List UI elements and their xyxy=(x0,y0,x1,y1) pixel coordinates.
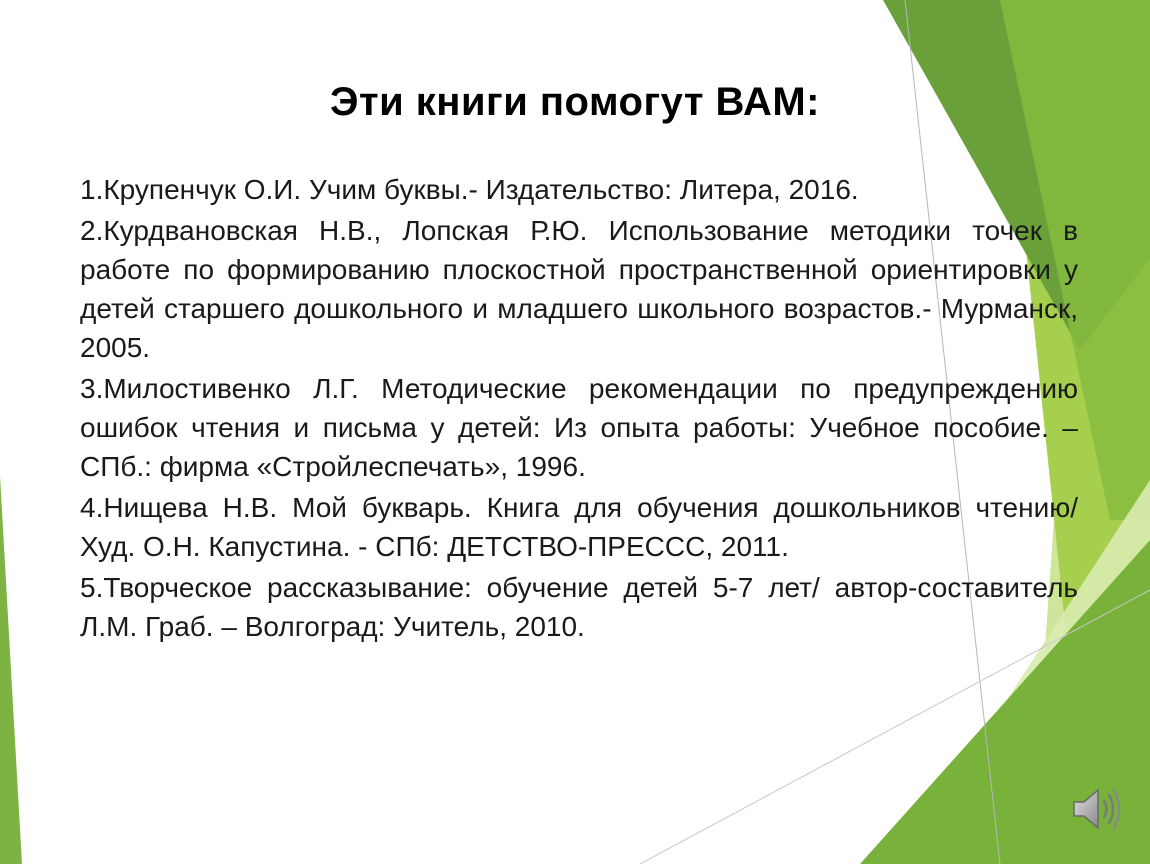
reference-list xyxy=(80,170,1078,648)
reference-item-1: 1.Крупенчук О.И. Учим буквы.- Издательство: Литера, 2016. xyxy=(80,174,859,205)
slide-title: Эти книги помогут ВАМ: xyxy=(330,80,820,124)
reference-item-3: 3.Милостивенко Л.Г. Методические рекомендации по предупреждению ошибок чтения и письма у детей: Из опыта работы: Учебное пособие. – СПб.: фирма «Стройлеспечать», 1996. xyxy=(80,373,1078,482)
left-green-strip xyxy=(0,476,22,864)
reference-item-5: 5.Творческое рассказывание: обучение детей 5-7 лет/ автор-составитель Л.М. Граб. – Волгоград: Учитель, 2010. xyxy=(80,572,1078,642)
reference-item-4: 4.Нищева Н.В. Мой букварь. Книга для обучения дошкольников чтению/ Худ. О.Н. Капустина. - СПб: ДЕТСТВО-ПРЕССС, 2011. xyxy=(80,492,1078,562)
speaker-icon[interactable] xyxy=(1070,784,1124,834)
reference-item-2: 2.Курдвановская Н.В., Лопская Р.Ю. Использование методики точек в работе по формированию плоскостной пространственной ориентировки у детей старшего дошкольного и младшего школьного возрастов.- Мурманск, 2005. xyxy=(80,215,1078,363)
